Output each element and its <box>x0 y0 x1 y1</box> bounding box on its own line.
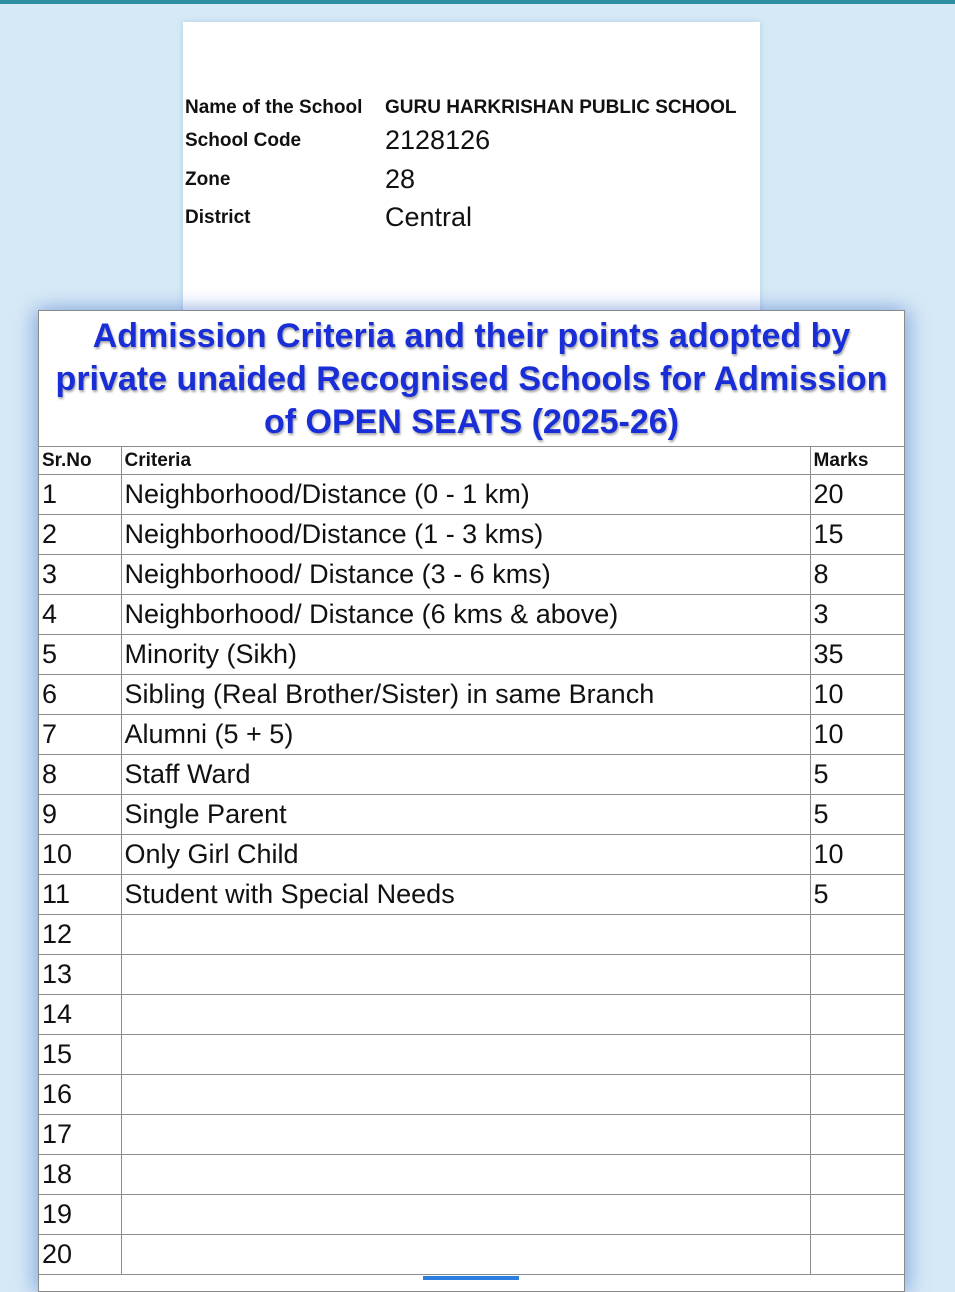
row-marks-cell <box>810 1035 904 1075</box>
row-criteria-cell <box>121 1115 810 1155</box>
row-sr-no-cell: 17 <box>39 1115 121 1155</box>
row-criteria-cell: Neighborhood/Distance (0 - 1 km) <box>121 475 810 515</box>
row-criteria-cell: Sibling (Real Brother/Sister) in same Branch <box>121 675 810 715</box>
row-sr-no-cell: 13 <box>39 955 121 995</box>
row-sr-no-cell: 1 <box>39 475 121 515</box>
bottom-action-bar[interactable] <box>423 1276 519 1280</box>
school-code-label: School Code <box>185 130 302 151</box>
table-row <box>39 755 904 795</box>
row-sr-no-cell: 14 <box>39 995 121 1035</box>
criteria-title <box>39 315 904 444</box>
table-row <box>39 1075 904 1115</box>
table-row <box>39 955 904 995</box>
row-criteria-cell <box>121 1195 810 1235</box>
row-criteria-cell: Alumni (5 + 5) <box>121 715 810 755</box>
row-criteria-cell: Neighborhood/ Distance (3 - 6 kms) <box>121 555 810 595</box>
row-criteria-cell <box>121 1155 810 1195</box>
row-sr-no-cell: 18 <box>39 1155 121 1195</box>
district-label: District <box>185 207 251 228</box>
top-accent-bar <box>0 0 955 4</box>
row-criteria-cell <box>121 995 810 1035</box>
row-marks-cell: 5 <box>810 875 904 915</box>
school-info-card <box>183 22 760 318</box>
table-row <box>39 915 904 955</box>
row-marks-cell: 20 <box>810 475 904 515</box>
row-marks-cell: 10 <box>810 675 904 715</box>
row-sr-no-cell: 3 <box>39 555 121 595</box>
row-marks-cell <box>810 955 904 995</box>
row-marks-cell <box>810 1075 904 1115</box>
row-marks-cell: 8 <box>810 555 904 595</box>
row-sr-no-cell: 20 <box>39 1235 121 1275</box>
row-criteria-cell <box>121 1035 810 1075</box>
zone-label: Zone <box>185 169 231 190</box>
district-value: Central <box>385 202 473 232</box>
row-criteria-cell: Only Girl Child <box>121 835 810 875</box>
table-row <box>39 595 904 635</box>
table-row <box>39 1035 904 1075</box>
row-marks-cell: 35 <box>810 635 904 675</box>
row-marks-cell: 10 <box>810 715 904 755</box>
table-header-row <box>39 447 904 475</box>
row-marks-cell: 5 <box>810 795 904 835</box>
table-row <box>39 675 904 715</box>
row-marks-cell: 10 <box>810 835 904 875</box>
school-name-label: Name of the School <box>185 97 363 118</box>
criteria-title-line-3: of OPEN SEATS (2025-26) <box>263 403 680 441</box>
column-header-criteria: Criteria <box>121 447 810 475</box>
row-criteria-cell: Neighborhood/ Distance (6 kms & above) <box>121 595 810 635</box>
table-row <box>39 875 904 915</box>
column-header-marks: Marks <box>810 447 904 475</box>
row-sr-no-cell: 2 <box>39 515 121 555</box>
row-criteria-cell: Staff Ward <box>121 755 810 795</box>
row-sr-no-cell: 8 <box>39 755 121 795</box>
table-row <box>39 635 904 675</box>
row-sr-no-cell: 11 <box>39 875 121 915</box>
criteria-title-line-2: private unaided Recognised Schools for Admission <box>55 360 888 398</box>
row-sr-no-cell: 12 <box>39 915 121 955</box>
row-criteria-cell <box>121 955 810 995</box>
criteria-table-body <box>39 475 904 1275</box>
table-row <box>39 835 904 875</box>
zone-value: 28 <box>385 164 416 194</box>
admission-criteria-panel <box>38 310 905 1292</box>
table-row <box>39 1195 904 1235</box>
row-criteria-cell <box>121 915 810 955</box>
table-row <box>39 1155 904 1195</box>
row-criteria-cell <box>121 1075 810 1115</box>
row-criteria-cell: Single Parent <box>121 795 810 835</box>
column-header-sr-no: Sr.No <box>39 447 121 475</box>
row-sr-no-cell: 6 <box>39 675 121 715</box>
row-sr-no-cell: 7 <box>39 715 121 755</box>
row-marks-cell <box>810 1115 904 1155</box>
row-marks-cell <box>810 1235 904 1275</box>
row-sr-no-cell: 4 <box>39 595 121 635</box>
row-marks-cell <box>810 915 904 955</box>
row-sr-no-cell: 10 <box>39 835 121 875</box>
row-sr-no-cell: 15 <box>39 1035 121 1075</box>
table-row <box>39 515 904 555</box>
row-criteria-cell: Neighborhood/Distance (1 - 3 kms) <box>121 515 810 555</box>
table-row <box>39 1235 904 1275</box>
criteria-table <box>39 446 904 1275</box>
school-code-value: 2128126 <box>385 125 491 155</box>
row-marks-cell <box>810 995 904 1035</box>
row-criteria-cell: Minority (Sikh) <box>121 635 810 675</box>
table-row <box>39 795 904 835</box>
school-name-value: GURU HARKRISHAN PUBLIC SCHOOL <box>385 97 737 118</box>
table-row <box>39 1115 904 1155</box>
row-marks-cell <box>810 1195 904 1235</box>
row-sr-no-cell: 9 <box>39 795 121 835</box>
table-row <box>39 995 904 1035</box>
row-marks-cell: 5 <box>810 755 904 795</box>
table-row <box>39 715 904 755</box>
row-sr-no-cell: 5 <box>39 635 121 675</box>
row-criteria-cell: Student with Special Needs <box>121 875 810 915</box>
table-row <box>39 555 904 595</box>
row-marks-cell: 3 <box>810 595 904 635</box>
criteria-title-line-1: Admission Criteria and their points adopted by <box>92 317 851 355</box>
row-criteria-cell <box>121 1235 810 1275</box>
row-sr-no-cell: 19 <box>39 1195 121 1235</box>
row-marks-cell <box>810 1155 904 1195</box>
table-row <box>39 475 904 515</box>
row-marks-cell: 15 <box>810 515 904 555</box>
row-sr-no-cell: 16 <box>39 1075 121 1115</box>
